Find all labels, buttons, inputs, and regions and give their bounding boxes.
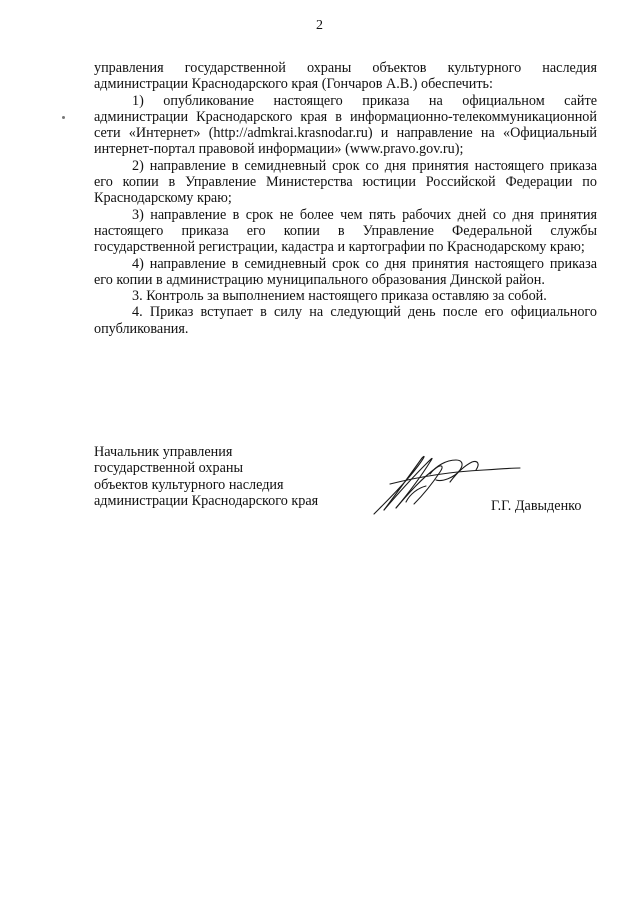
paragraph-effect: 4. Приказ вступает в силу на следующий день после его официального опубликования.: [94, 304, 597, 337]
paragraph-item-2: 2) направление в семидневный срок со дня принятия настоящего приказа его копии в Управление Министерства юстиции Российской Федерации по Краснодарскому краю;: [94, 157, 597, 207]
document-body: [94, 60, 597, 337]
paragraph-intro: управления государственной охраны объектов культурного наследия администрации Краснодарского края (Гончаров А.В.) обеспечить:: [94, 60, 597, 93]
page-number: 2: [316, 18, 323, 33]
position-line: объектов культурного наследия: [94, 476, 284, 493]
paragraph-control: 3. Контроль за выполнением настоящего приказа оставляю за собой.: [132, 288, 547, 305]
scan-artifact-dot: [62, 116, 65, 119]
position-line: администрации Краснодарского края: [94, 492, 319, 509]
paragraph-item-4: 4) направление в семидневный срок со дня принятия настоящего приказа его копии в администрацию муниципального образования Динской район.: [94, 255, 597, 288]
signer-name: Г.Г. Давыденко: [491, 498, 582, 514]
paragraph-item-3: 3) направление в срок не более чем пять рабочих дней со дня принятия настоящего приказа его копии в Управление Федеральной службы государственной регистрации, кадастра и картографии по Краснодарскому краю;: [94, 206, 597, 256]
paragraph-item-1: 1) опубликование настоящего приказа на официальном сайте администрации Краснодарского края в информационно-телекоммуникационной сети «Интернет» (http://admkrai.krasnodar.ru) и направление на «Официальный интернет-портал правовой информации» (www.pravo.gov.ru);: [94, 92, 597, 158]
position-line: Начальник управления: [94, 444, 233, 460]
position-line: государственной охраны: [94, 460, 244, 477]
signatory-position: [94, 444, 374, 509]
